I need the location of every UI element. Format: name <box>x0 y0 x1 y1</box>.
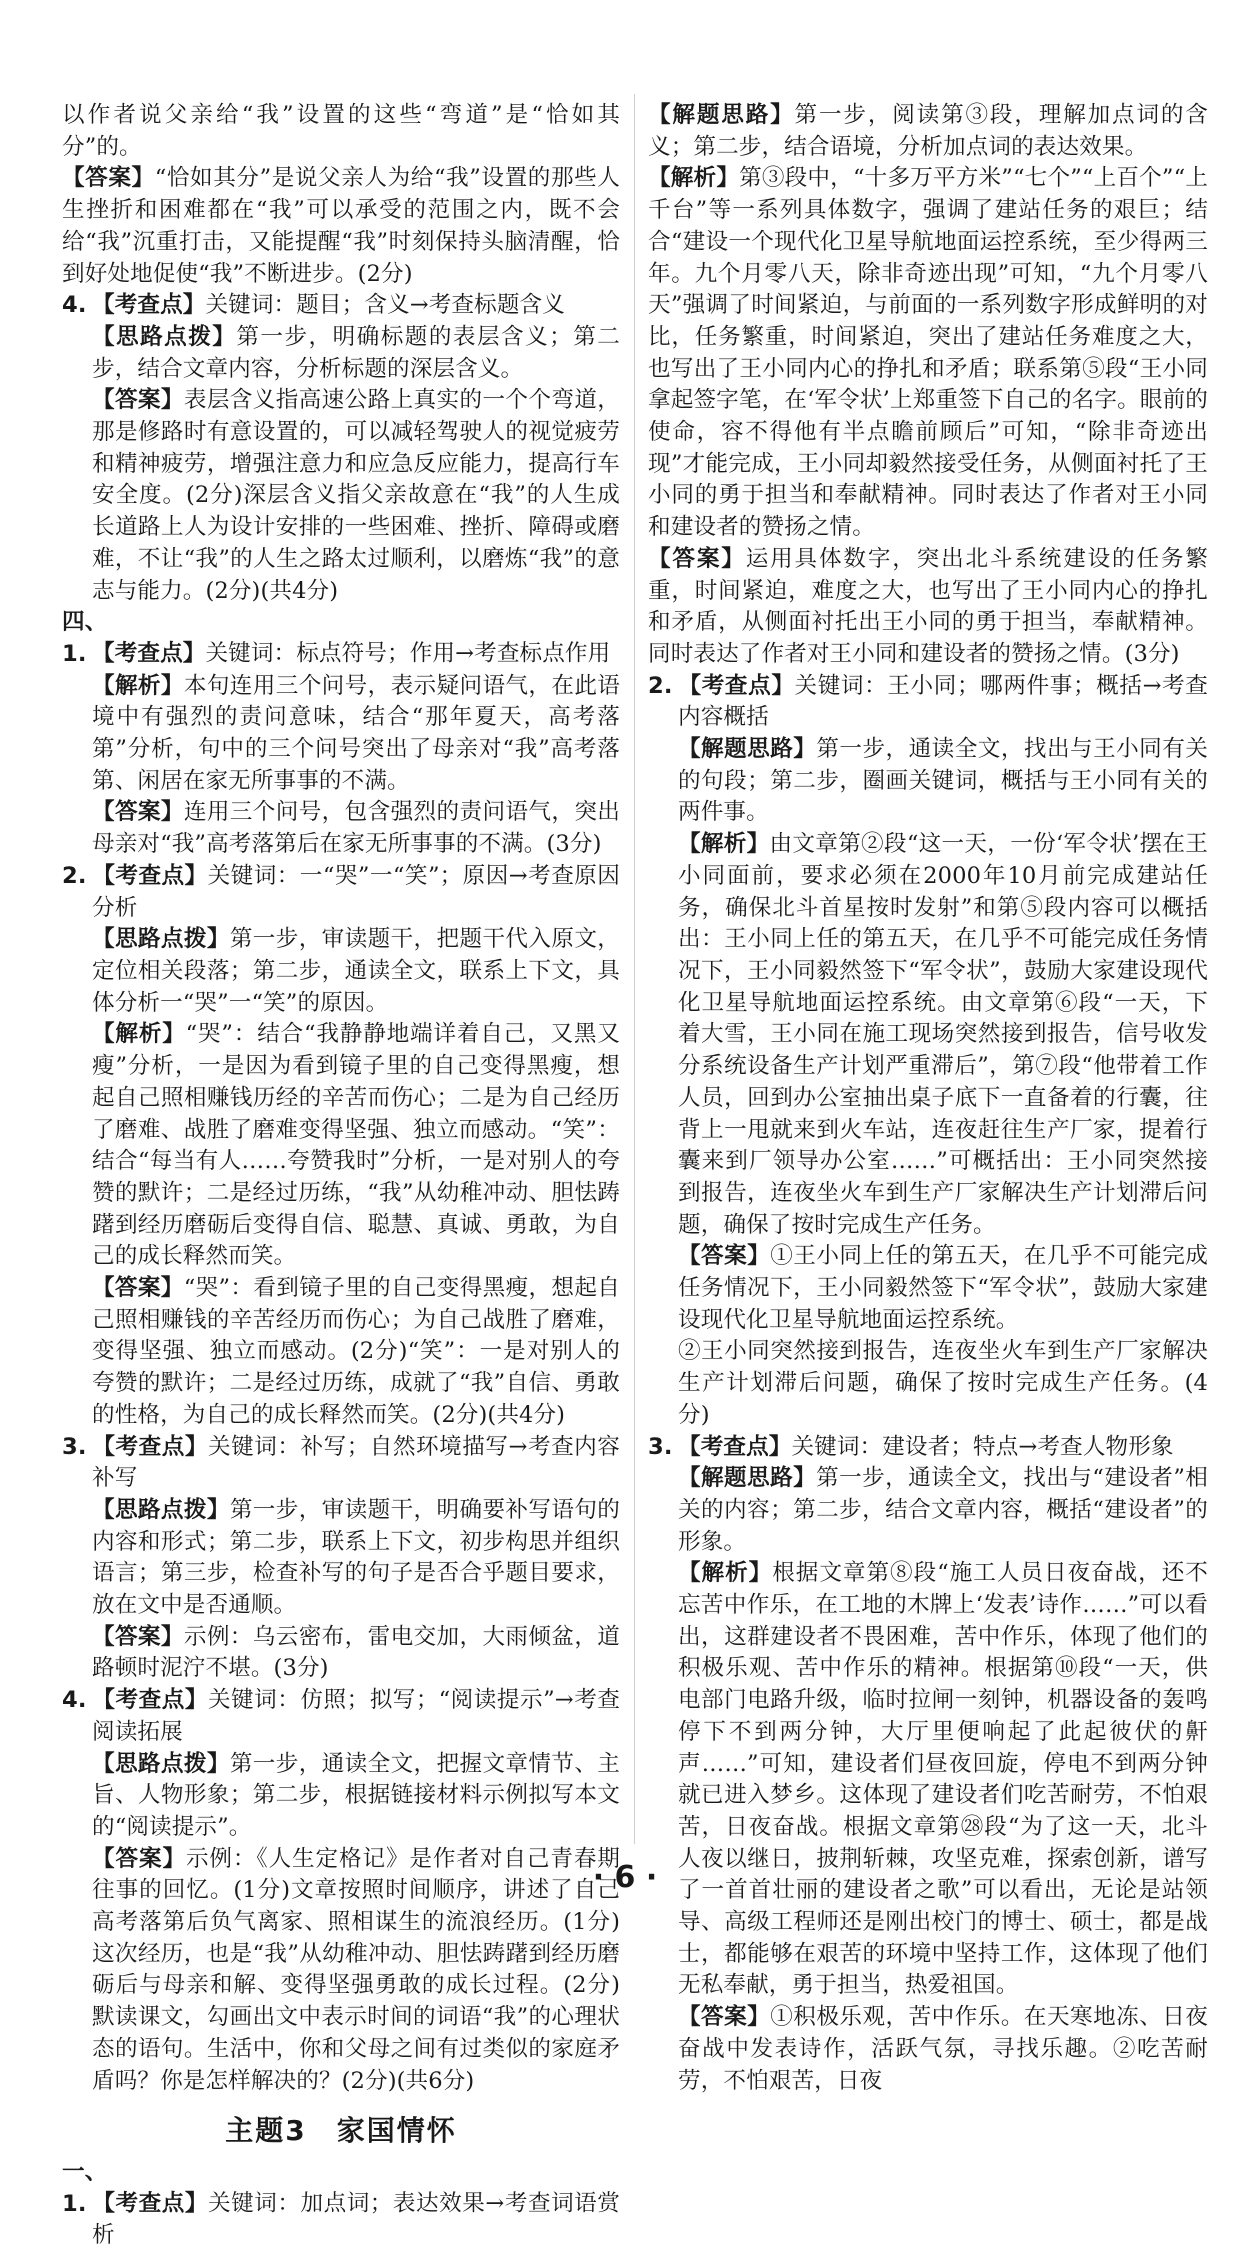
silu: 【解题思路】第一步，通读全文，找出与王小同有关的句段；第二步，圈画关键词，概括与王小同有关的两件事。 <box>678 736 1208 826</box>
label-tag: 【思路点拨】 <box>92 926 230 953</box>
page-number: · 6 · <box>592 1860 658 1895</box>
label-tag: 【考查点】 <box>92 2190 208 2217</box>
jiexi: 【解析】由文章第②段“这一天，一份‘军令状’摆在王小同面前，要求必须在2000年10月前完成建站任务，确保北斗首星按时发射”和第⑤段内容可以概括出：王小同上任的第五天，在几乎不可能完成任务情况下，王小同毅然签下“军令状”，鼓励大家建设现代化卫星导航地面运控系统。由文章第⑥段“一天，下着大雪，王小同在施工现场突然接到报告，信号收发分系统设备生产计划严重滞后”，第⑦段“他带着工作人员，回到办公室抽出桌子底下一直备着的行囊，往背上一甩就来到火车站，连夜赶往生产厂家，提着行囊来到厂领导办公室……”可概括出：王小同突然接到报告，连夜坐火车到生产厂家解决生产计划滞后问题，确保了按时完成生产任务。 <box>678 831 1208 1238</box>
left-column <box>62 100 620 2252</box>
label-tag: 【思路点拨】 <box>92 1496 230 1523</box>
question-number: 4. <box>62 292 87 319</box>
silu: 【解题思路】第一步，阅读第③段，理解加点词的含义；第二步，结合语境，分析加点词的表达效果。 <box>648 102 1208 160</box>
answer: 【答案】①积极乐观，苦中作乐。在天寒地冻、日夜奋战中发表诗作，活跃气氛，寻找乐趣。②吃苦耐劳，不怕艰苦，日夜 <box>678 2004 1209 2094</box>
label-tag: 【解析】 <box>678 831 770 858</box>
label-tag: 【考查点】 <box>678 1433 792 1460</box>
answer: 【答案】①王小同上任的第五天，在几乎不可能完成任务情况下，王小同毅然签下“军令状”，鼓励大家建设现代化卫星导航地面运控系统。 <box>678 1243 1209 1333</box>
jiexi: 【解析】“哭”：结合“我静静地端详着自己，又黑又瘦”分析，一是因为看到镜子里的自己变得黑瘦，想起自己照相赚钱历经的辛苦而伤心；二是为自己经历了磨难、战胜了磨难变得坚强、独立而感动。“笑”：结合“每当有人……夸赞我时”分析，一是对别人的夸赞的默许；二是经过历练，“我”从幼稚冲动、胆怯踌躇到经历磨砺后变得自信、聪慧、真诚、勇敢，为自己的成长释然而笑。 <box>92 1021 620 1270</box>
section-4-question-3 <box>62 1432 620 1686</box>
question-4 <box>62 290 620 607</box>
intro-answer: 【答案】“恰如其分”是说父亲人为给“我”设置的那些人生挫折和困难都在“我”可以承受的范围之内，既不会给“我”沉重打击，又能提醒“我”时刻保持头脑清醒，恰到好处地促使“我”不断进步。(2分) <box>62 165 620 287</box>
answer: 【答案】连用三个问号，包含强烈的责问语气，突出母亲对“我”高考落第后在家无所事事的不满。(3分) <box>92 799 620 858</box>
jiexi: 【解析】本句连用三个问号，表示疑问语气，在此语境中有强烈的责问意味，结合“那年夏天，高考落第”分析，句中的三个问号突出了母亲对“我”高考落第、闲居在家无所事事的不满。 <box>92 672 620 794</box>
question-number: 2. <box>62 862 87 889</box>
question-number: 4. <box>62 1687 87 1714</box>
label-tag: 【答案】 <box>92 1275 184 1302</box>
label-tag: 【答案】 <box>92 1845 186 1872</box>
label-tag: 【思路点拨】 <box>92 1750 230 1777</box>
kaodian: 【考查点】关键词：一“哭”一“笑”；原因→考查原因分析 <box>92 862 620 921</box>
jiexi: 【解析】根据文章第⑧段“施工人员日夜奋战，还不忘苦中作乐，在工地的木牌上‘发表’诗作……”可以看出，这群建设者不畏困难，苦中作乐，体现了他们的积极乐观、苦中作乐的精神。根据第⑩段“一天，供电部门电路升级，临时拉闸一刻钟，机器设备的轰鸣停下不到两分钟，大厅里便响起了此起彼伏的鼾声……”可知，建设者们昼夜回旋，停电不到两分钟就已进入梦乡。这体现了建设者们吃苦耐劳，不怕艰苦，日夜奋战。根据文章第㉘段“为了这一天，北斗人夜以继日，披荆斩棘，攻坚克难，探索创新，谱写了一首首壮丽的建设者之歌”可以看出，无论是站领导、高级工程师还是刚出校门的博士、硕士，都是战士，都能够在艰苦的环境中坚持工作，这体现了他们无私奉献，勇于担当，热爱祖国。 <box>678 1560 1208 1999</box>
answer: 【答案】运用具体数字，突出北斗系统建设的任务繁重，时间紧迫，难度之大，也写出了王小同内心的挣扎和矛盾，从侧面衬托出王小同的勇于担当，奉献精神。同时表达了作者对王小同和建设者的赞扬之情。(3分) <box>648 545 1209 667</box>
label-tag: 【解题思路】 <box>648 102 795 128</box>
answer: 【答案】示例：《人生定格记》是作者对自己青春期往事的回忆。(1分)文章按照时间顺序，讲述了自己高考落第后负气离家、照相谋生的流浪经历。(1分)这次经历，也是“我”从幼稚冲动、胆怯踌躇到经历磨砺后与母亲和解、变得坚强勇敢的成长过程。(2分)默读课文，勾画出文中表示时间的词语“我”的心理状态的语句。生活中，你和父母之间有过类似的家庭矛盾吗？你是怎样解决的？(2分)(共6分) <box>92 1845 620 2094</box>
question-2 <box>648 671 1208 1432</box>
label-tag: 【答案】 <box>92 1623 184 1650</box>
label-tag: 【答案】 <box>678 1243 771 1270</box>
silu: 【解题思路】第一步，通读全文，找出与“建设者”相关的内容；第二步，结合文章内容，概括“建设者”的形象。 <box>678 1465 1208 1555</box>
label-tag: 【答案】 <box>92 387 184 414</box>
theme-title: 主题3 家国情怀 <box>225 2114 457 2148</box>
question-3 <box>648 1432 1208 2098</box>
question-number: 3. <box>648 1433 673 1460</box>
label-tag: 【考查点】 <box>92 292 206 319</box>
kaodian: 【考查点】关键词：建设者；特点→考查人物形象 <box>678 1433 1174 1460</box>
kaodian: 【考查点】关键词：补写；自然环境描写→考查内容补写 <box>92 1433 620 1492</box>
answer: 【答案】表层含义指高速公路上真实的一个个弯道，那是修路时有意设置的，可以减轻驾驶人的视觉疲劳和精神疲劳，增强注意力和应急反应能力，提高行车安全度。(2分)深层含义指父亲故意在“我”的人生成长道路上人为设计安排的一些困难、挫折、障碍或磨难，不让“我”的人生之路太过顺利，以磨炼“我”的意志与能力。(2分)(共4分) <box>92 387 620 604</box>
label-tag: 【解析】 <box>92 672 184 699</box>
question-number: 2. <box>648 672 673 699</box>
kaodian: 【考查点】关键词：王小同；哪两件事；概括→考查内容概括 <box>678 672 1209 731</box>
column-divider <box>634 94 635 1844</box>
question-number: 四、1. <box>62 609 108 667</box>
silu: 【思路点拨】第一步，明确标题的表层含义；第二步，结合文章内容，分析标题的深层含义。 <box>92 323 620 382</box>
label-tag: 【解题思路】 <box>678 1465 817 1492</box>
kaodian: 【考查点】关键词：仿照；拟写；“阅读提示”→考查阅读拓展 <box>92 1687 620 1745</box>
kaodian: 【考查点】关键词：标点符号；作用→考查标点作用 <box>92 640 611 667</box>
kaodian: 【考查点】关键词：加点词；表达效果→考查词语赏析 <box>92 2190 620 2249</box>
label-tag: 【答案】 <box>648 545 746 572</box>
jiexi: 【解析】第③段中，“十多万平方米”“七个”“上百个”“上千台”等一系列具体数字，强调了建站任务的艰巨；结合“建设一个现代化卫星导航地面运控系统，至少得两三年。九个月零八天，除非奇迹出现”可知，“九个月零八天”强调了时间紧迫，与前面的一系列数字形成鲜明的对比，任务繁重，时间紧迫，突出了建站任务难度之大，也写出了王小同内心的挣扎和矛盾；联系第⑤段“王小同拿起签字笔，在‘军令状’上郑重签下自己的名字。眼前的使命，容不得他有半点瞻前顾后”可知，“除非奇迹出现”才能完成，王小同却毅然接受任务，从侧面衬托了王小同的勇于担当和奉献精神。同时表达了作者对王小同和建设者的赞扬之情。 <box>648 165 1208 541</box>
section-4-question-1 <box>62 607 620 861</box>
question-number: 一、1. <box>62 2159 108 2217</box>
label-tag: 【答案】 <box>678 2004 771 2031</box>
question-number: 3. <box>62 1433 87 1460</box>
label-tag: 【解题思路】 <box>678 736 817 763</box>
label-tag: 【考查点】 <box>92 1687 208 1714</box>
label-tag: 【考查点】 <box>678 672 795 699</box>
intro-line: 以作者说父亲给“我”设置的这些“弯道”是“恰如其分”的。 <box>62 102 620 160</box>
label-tag: 【考查点】 <box>92 640 206 667</box>
silu: 【思路点拨】第一步，通读全文，把握文章情节、主旨、人物形象；第二步，根据链接材料示例拟写本文的“阅读提示”。 <box>92 1750 620 1840</box>
answer: ②王小同突然接到报告，连夜坐火车到生产厂家解决生产计划滞后问题，确保了按时完成生产任务。(4分) <box>678 1338 1208 1428</box>
section-1-question-1 <box>62 2157 620 2252</box>
label-tag: 【解析】 <box>92 1021 186 1048</box>
label-tag: 【思路点拨】 <box>92 323 237 350</box>
label-tag: 【考查点】 <box>92 862 208 889</box>
answer: 【答案】示例：乌云密布，雷电交加，大雨倾盆，道路顿时泥泞不堪。(3分) <box>92 1623 620 1682</box>
label-tag: 【答案】 <box>62 165 155 192</box>
label-tag: 【答案】 <box>92 799 184 826</box>
section-4-question-2 <box>62 861 620 1432</box>
label-tag: 【解析】 <box>678 1560 773 1587</box>
right-column <box>648 100 1208 2097</box>
answer: 【答案】“哭”：看到镜子里的自己变得黑瘦，想起自己照相赚钱的辛苦经历而伤心；为自己战胜了磨难，变得坚强、独立而感动。(2分)“笑”：一是对别人的夸赞的默许；二是经过历练，成就了“我”自信、勇敢的性格，为自己的成长释然而笑。(2分)(共4分) <box>92 1275 620 1428</box>
silu: 【思路点拨】第一步，审读题干，明确要补写语句的内容和形式；第二步，联系上下文，初步构思并组织语言；第三步，检查补写的句子是否合乎题目要求，放在文中是否通顺。 <box>92 1496 620 1619</box>
label-tag: 【考查点】 <box>92 1433 208 1460</box>
label-tag: 【解析】 <box>648 165 740 192</box>
kaodian: 【考查点】关键词：题目；含义→考查标题含义 <box>92 292 565 319</box>
question-1-continued <box>648 100 1208 671</box>
silu: 【思路点拨】第一步，审读题干，把题干代入原文，定位相关段落；第二步，通读全文，联系上下文，具体分析一“哭”一“笑”的原因。 <box>92 926 620 1016</box>
